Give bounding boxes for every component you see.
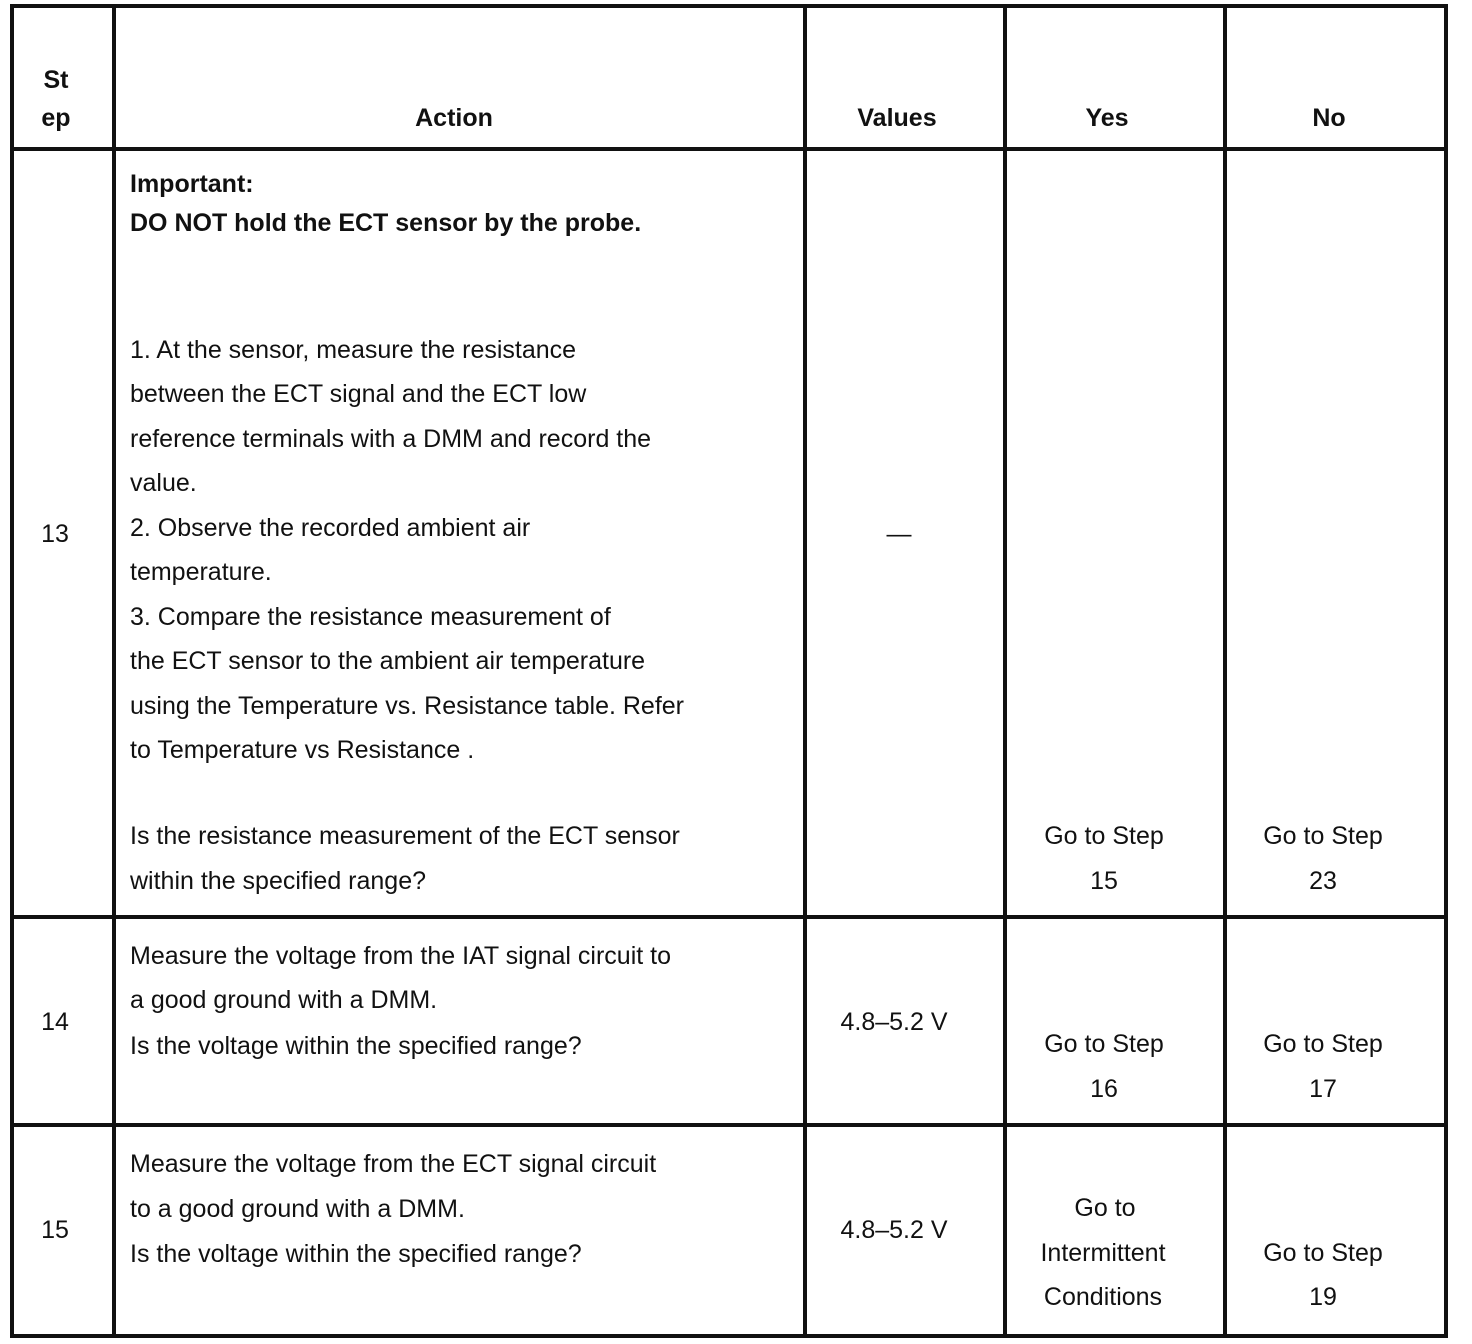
action-line: Measure the voltage from the ECT signal circuit <box>130 1150 657 1178</box>
step-number: 15 <box>41 1216 69 1244</box>
yes-line: Go to <box>1074 1194 1136 1222</box>
action-line: a good ground with a DMM. <box>130 986 438 1014</box>
action-line: temperature. <box>130 558 272 586</box>
action-line: 3. Compare the resistance measurement of <box>130 603 611 631</box>
yes-line: Intermittent <box>1040 1239 1166 1267</box>
action-line: between the ECT signal and the ECT low <box>130 380 587 408</box>
table-border-action-values <box>803 4 807 1338</box>
no-line: Go to Step <box>1263 1030 1383 1058</box>
action-line: the ECT sensor to the ambient air temperature <box>130 647 646 675</box>
action-line: using the Temperature vs. Resistance table. Refer <box>130 692 684 720</box>
question-line: within the specified range? <box>130 867 427 895</box>
value-cell: 4.8–5.2 V <box>840 1216 948 1244</box>
yes-line: Go to Step <box>1044 822 1164 850</box>
table-border-yes-no <box>1223 4 1227 1338</box>
table-border-row-14 <box>10 1123 1448 1127</box>
no-line: 19 <box>1309 1283 1337 1311</box>
no-line: 23 <box>1309 867 1337 895</box>
table-border-right <box>1444 4 1448 1338</box>
table-border-step-action <box>112 4 116 1338</box>
yes-line: 15 <box>1090 867 1118 895</box>
yes-line: Go to Step <box>1044 1030 1164 1058</box>
action-line: Measure the voltage from the IAT signal circuit to <box>130 942 671 970</box>
table-border-row-13 <box>10 915 1448 919</box>
value-cell: 4.8–5.2 V <box>840 1008 948 1036</box>
action-line: 1. At the sensor, measure the resistance <box>130 336 577 364</box>
action-line: to Temperature vs Resistance . <box>130 736 475 764</box>
yes-line: Conditions <box>1043 1283 1163 1311</box>
header-action: Action <box>415 104 493 132</box>
no-line: Go to Step <box>1263 1239 1383 1267</box>
action-line: 2. Observe the recorded ambient air <box>130 514 531 542</box>
yes-line: 16 <box>1090 1075 1118 1103</box>
header-yes: Yes <box>1085 104 1129 132</box>
table-border-bottom <box>10 1334 1448 1338</box>
value-cell: — <box>886 520 912 548</box>
table-border-header <box>10 147 1448 151</box>
no-line: 17 <box>1309 1075 1337 1103</box>
action-line: value. <box>130 469 197 497</box>
important-text: DO NOT hold the ECT sensor by the probe. <box>130 209 642 237</box>
no-line: Go to Step <box>1263 822 1383 850</box>
header-no: No <box>1312 104 1346 132</box>
action-line: Is the voltage within the specified range? <box>130 1240 582 1268</box>
action-line: reference terminals with a DMM and record the <box>130 425 652 453</box>
table-border-top <box>10 4 1448 8</box>
step-number: 14 <box>41 1008 69 1036</box>
header-values: Values <box>857 104 937 132</box>
step-number: 13 <box>41 520 69 548</box>
header-step-line-1: St <box>43 66 69 94</box>
question-line: Is the resistance measurement of the ECT sensor <box>130 822 680 850</box>
action-line: Is the voltage within the specified range? <box>130 1032 582 1060</box>
action-line: to a good ground with a DMM. <box>130 1195 465 1223</box>
header-step-line-2: ep <box>41 104 71 132</box>
table-border-values-yes <box>1003 4 1007 1338</box>
important-label: Important: <box>130 170 254 198</box>
table-border-left <box>10 4 14 1338</box>
